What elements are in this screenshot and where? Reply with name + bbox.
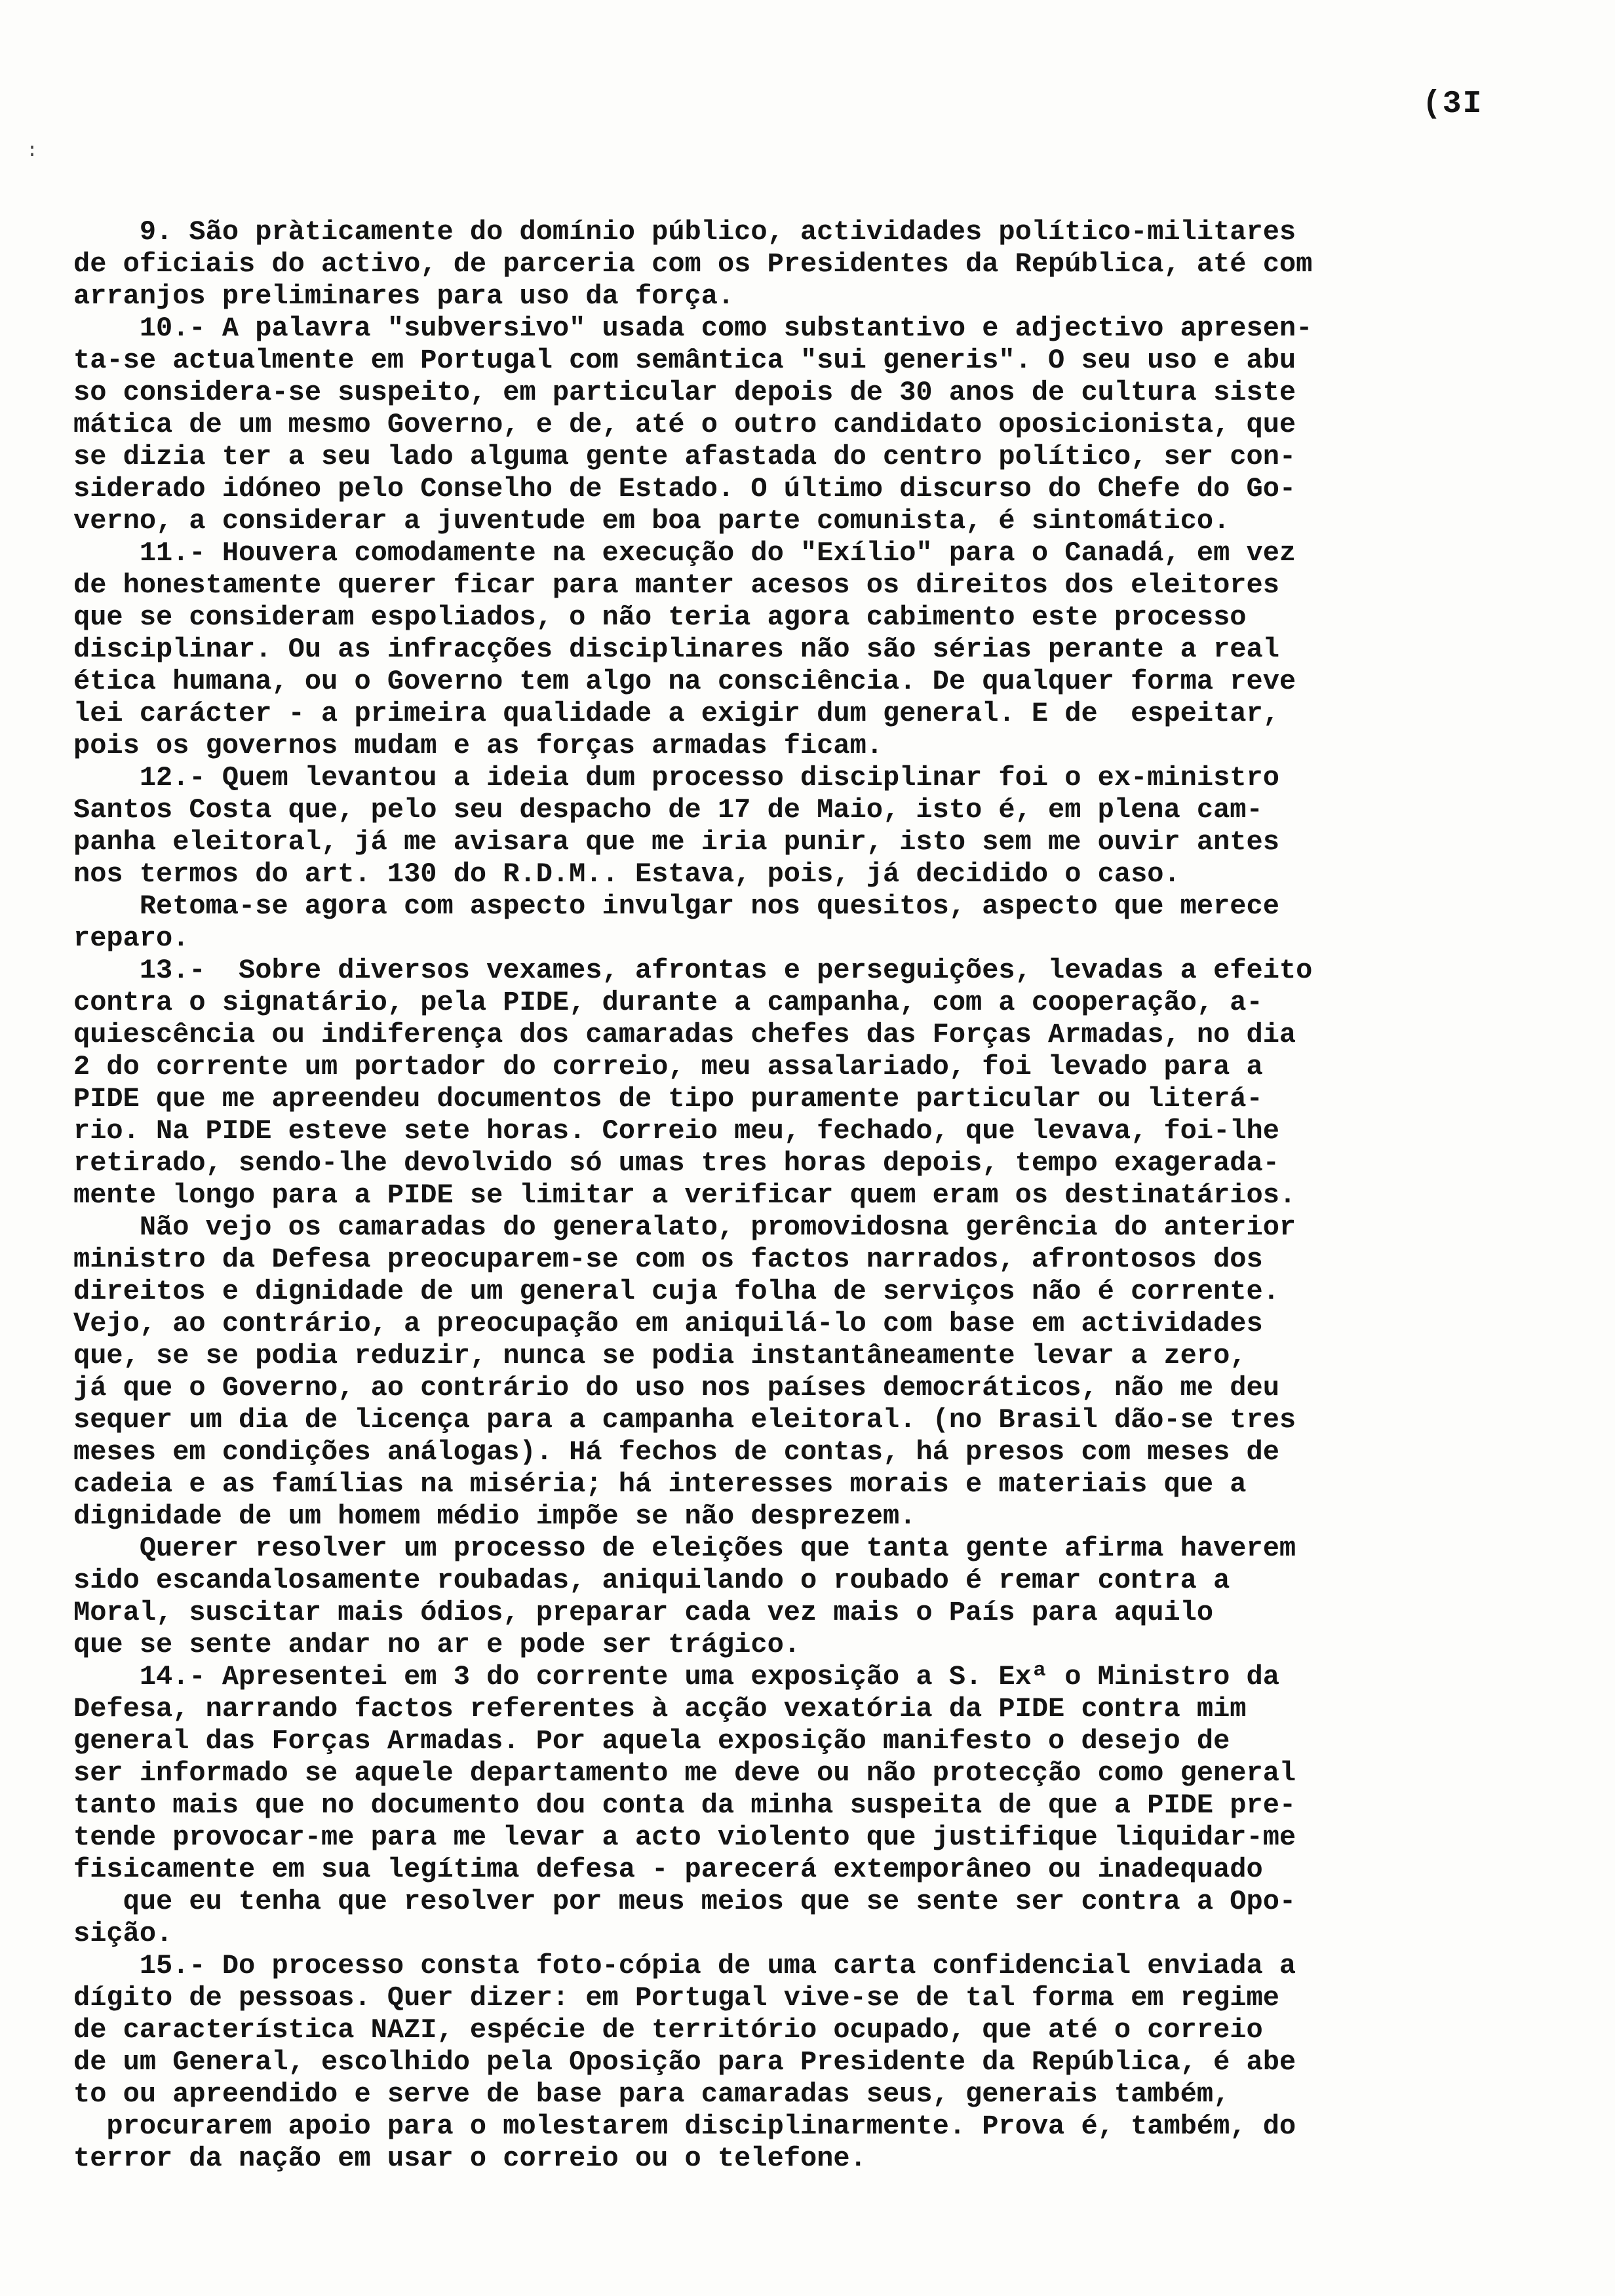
text-line: tende provocar-me para me levar a acto violento que justifique liquidar-me: [73, 1822, 1296, 1853]
text-line: tanto mais que no documento dou conta da minha suspeita de que a PIDE pre-: [73, 1789, 1296, 1821]
text-line: to ou apreendido e serve de base para camaradas seus, generais também,: [73, 2078, 1230, 2110]
text-line: disciplinar. Ou as infracções disciplinares não são sérias perante a real: [73, 634, 1279, 665]
text-line: dignidade de um homem médio impõe se não desprezem.: [73, 1501, 916, 1532]
text-line: verno, a considerar a juventude em boa parte comunista, é sintomático.: [73, 505, 1230, 537]
text-line: rio. Na PIDE esteve sete horas. Correio meu, fechado, que levava, foi-lhe: [73, 1115, 1279, 1147]
typewritten-text: [73, 216, 1532, 2175]
text-line: 11.- Houvera comodamente na execução do "Exílio" para o Canadá, em vez: [73, 537, 1296, 569]
text-line: 9. São pràticamente do domínio público, actividades político-militares: [73, 216, 1296, 248]
text-line: ser informado se aquele departamento me deve ou não protecção como general: [73, 1757, 1296, 1789]
text-line: pois os governos mudam e as forças armadas ficam.: [73, 730, 884, 761]
text-line: já que o Governo, ao contrário do uso nos países democráticos, não me deu: [73, 1372, 1279, 1404]
text-line: 15.- Do processo consta foto-cópia de uma carta confidencial enviada a: [73, 1950, 1296, 1981]
text-line: de característica NAZI, espécie de território ocupado, que até o correio: [73, 2014, 1263, 2046]
text-line: meses em condições análogas). Há fechos de contas, há presos com meses de: [73, 1436, 1279, 1468]
text-line: 12.- Quem levantou a ideia dum processo disciplinar foi o ex-ministro: [73, 762, 1279, 794]
text-line: quiescência ou indiferença dos camaradas chefes das Forças Armadas, no dia: [73, 1019, 1296, 1050]
text-line: nos termos do art. 130 do R.D.M.. Estava, pois, já decidido o caso.: [73, 858, 1180, 890]
text-line: que se consideram espoliados, o não teria agora cabimento este processo: [73, 602, 1247, 633]
text-line: que, se se podia reduzir, nunca se podia instantâneamente levar a zero,: [73, 1340, 1247, 1371]
text-line: so considera-se suspeito, em particular depois de 30 anos de cultura siste: [73, 377, 1296, 408]
text-line: 2 do corrente um portador do correio, meu assalariado, foi levado para a: [73, 1051, 1263, 1082]
text-line: de um General, escolhido pela Oposição para Presidente da República, é abe: [73, 2046, 1296, 2078]
text-line: reparo.: [73, 923, 189, 954]
text-line: de oficiais do activo, de parceria com os Presidentes da República, até com: [73, 248, 1313, 280]
text-line: Retoma-se agora com aspecto invulgar nos quesitos, aspecto que merece: [73, 890, 1279, 922]
text-line: PIDE que me apreendeu documentos de tipo puramente particular ou literá-: [73, 1083, 1263, 1115]
text-line: que eu tenha que resolver por meus meios que se sente ser contra a Opo-: [73, 1886, 1296, 1917]
text-line: ministro da Defesa preocuparem-se com os factos narrados, afrontosos dos: [73, 1244, 1263, 1275]
text-line: 10.- A palavra "subversivo" usada como substantivo e adjectivo apresen-: [73, 313, 1313, 344]
text-line: ta-se actualmente em Portugal com semântica "sui generis". O seu uso e abu: [73, 345, 1296, 376]
text-line: procurarem apoio para o molestarem disciplinarmente. Prova é, também, do: [73, 2111, 1296, 2142]
text-line: direitos e dignidade de um general cuja folha de serviços não é corrente.: [73, 1276, 1279, 1307]
text-line: Não vejo os camaradas do generalato, promovidosna gerência do anterior: [73, 1212, 1296, 1243]
text-line: mente longo para a PIDE se limitar a verificar quem eram os destinatários.: [73, 1179, 1296, 1211]
text-line: arranjos preliminares para uso da força.: [73, 280, 735, 312]
text-line: siderado idóneo pelo Conselho de Estado. O último discurso do Chefe do Go-: [73, 473, 1296, 505]
margin-mark: :: [26, 140, 39, 163]
text-line: que se sente andar no ar e pode ser trágico.: [73, 1629, 800, 1660]
text-line: Querer resolver um processo de eleições que tanta gente afirma haverem: [73, 1533, 1296, 1564]
text-line: Moral, suscitar mais ódios, preparar cada vez mais o País para aquilo: [73, 1597, 1214, 1628]
text-line: de honestamente querer ficar para manter acesos os direitos dos eleitores: [73, 569, 1279, 601]
text-line: sido escandalosamente roubadas, aniquilando o roubado é remar contra a: [73, 1565, 1230, 1596]
text-line: 13.- Sobre diversos vexames, afrontas e perseguições, levadas a efeito: [73, 955, 1313, 986]
page-number: (3I: [1422, 86, 1483, 122]
text-line: terror da nação em usar o correio ou o telefone.: [73, 2143, 866, 2174]
text-line: general das Forças Armadas. Por aquela exposição manifesto o desejo de: [73, 1725, 1230, 1757]
text-line: fisicamente em sua legítima defesa - parecerá extemporâneo ou inadequado: [73, 1854, 1263, 1885]
text-line: mática de um mesmo Governo, e de, até o outro candidato oposicionista, que: [73, 409, 1296, 440]
text-line: dígito de pessoas. Quer dizer: em Portugal vive-se de tal forma em regime: [73, 1982, 1279, 2014]
text-line: retirado, sendo-lhe devolvido só umas tres horas depois, tempo exagerada-: [73, 1147, 1279, 1179]
text-line: cadeia e as famílias na miséria; há interesses morais e materiais que a: [73, 1468, 1247, 1500]
text-line: contra o signatário, pela PIDE, durante a campanha, com a cooperação, a-: [73, 987, 1263, 1018]
text-line: se dizia ter a seu lado alguma gente afastada do centro político, ser con-: [73, 441, 1296, 472]
text-line: Defesa, narrando factos referentes à acção vexatória da PIDE contra mim: [73, 1693, 1247, 1725]
text-line: 14.- Apresentei em 3 do corrente uma exposição a S. Exª o Ministro da: [73, 1661, 1279, 1693]
text-line: lei carácter - a primeira qualidade a exigir dum general. E de espeitar,: [73, 698, 1279, 729]
text-line: Santos Costa que, pelo seu despacho de 17 de Maio, isto é, em plena cam-: [73, 794, 1263, 826]
text-line: sequer um dia de licença para a campanha eleitoral. (no Brasil dão-se tres: [73, 1404, 1296, 1436]
text-line: panha eleitoral, já me avisara que me iria punir, isto sem me ouvir antes: [73, 826, 1279, 858]
text-line: Vejo, ao contrário, a preocupação em aniquilá-lo com base em actividades: [73, 1308, 1263, 1339]
text-line: sição.: [73, 1918, 173, 1949]
text-line: ética humana, ou o Governo tem algo na consciência. De qualquer forma reve: [73, 666, 1296, 697]
